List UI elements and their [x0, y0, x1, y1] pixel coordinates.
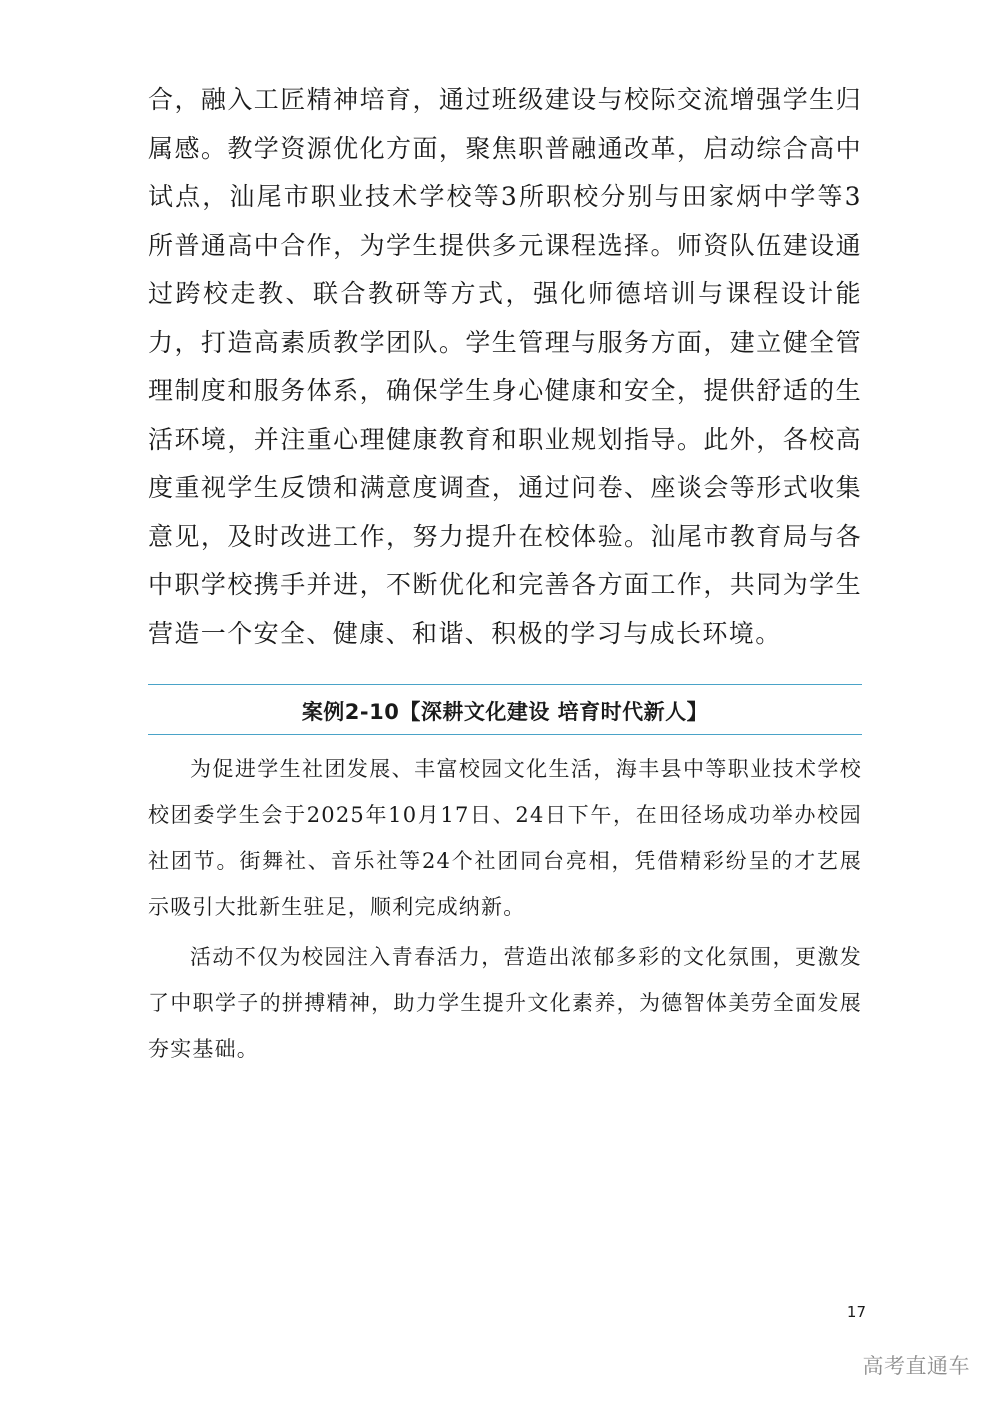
watermark-text: 高考直通车: [862, 1354, 970, 1378]
case-body: [148, 746, 862, 1076]
case-paragraph-2: 活动不仅为校园注入青春活力，营造出浓郁多彩的文化氛围，更激发了中职学子的拼搏精神，助力学生提升文化素养，为德智体美劳全面发展夯实基础。: [148, 945, 862, 1061]
body-paragraph: 合，融入工匠精神培育，通过班级建设与校际交流增强学生归属感。教学资源优化方面，聚焦职普融通改革，启动综合高中试点，汕尾市职业技术学校等3所职校分别与田家炳中学等3所普通高中合作，为学生提供多元课程选择。师资队伍建设通过跨校走教、联合教研等方式，强化师德培训与课程设计能力，打造高素质教学团队。学生管理与服务方面，建立健全管理制度和服务体系，确保学生身心健康和安全，提供舒适的生活环境，并注重心理健康教育和职业规划指导。此外，各校高度重视学生反馈和满意度调查，通过问卷、座谈会等形式收集意见，及时改进工作，努力提升在校体验。汕尾市教育局与各中职学校携手并进，不断优化和完善各方面工作，共同为学生营造一个安全、健康、和谐、积极的学习与成长环境。: [148, 85, 862, 648]
case-title: 案例2-10【深耕文化建设 培育时代新人】: [301, 700, 709, 724]
case-paragraph-1: 为促进学生社团发展、丰富校园文化生活，海丰县中等职业技术学校校团委学生会于2025年10月17日、24日下午，在田径场成功举办校园社团节。街舞社、音乐社等24个社团同台亮相，凭借精彩纷呈的才艺展示吸引大批新生驻足，顺利完成纳新。: [148, 757, 862, 919]
case-top-rule: [148, 684, 862, 685]
page-number: 17: [846, 1303, 866, 1321]
case-bottom-rule: [148, 734, 862, 735]
